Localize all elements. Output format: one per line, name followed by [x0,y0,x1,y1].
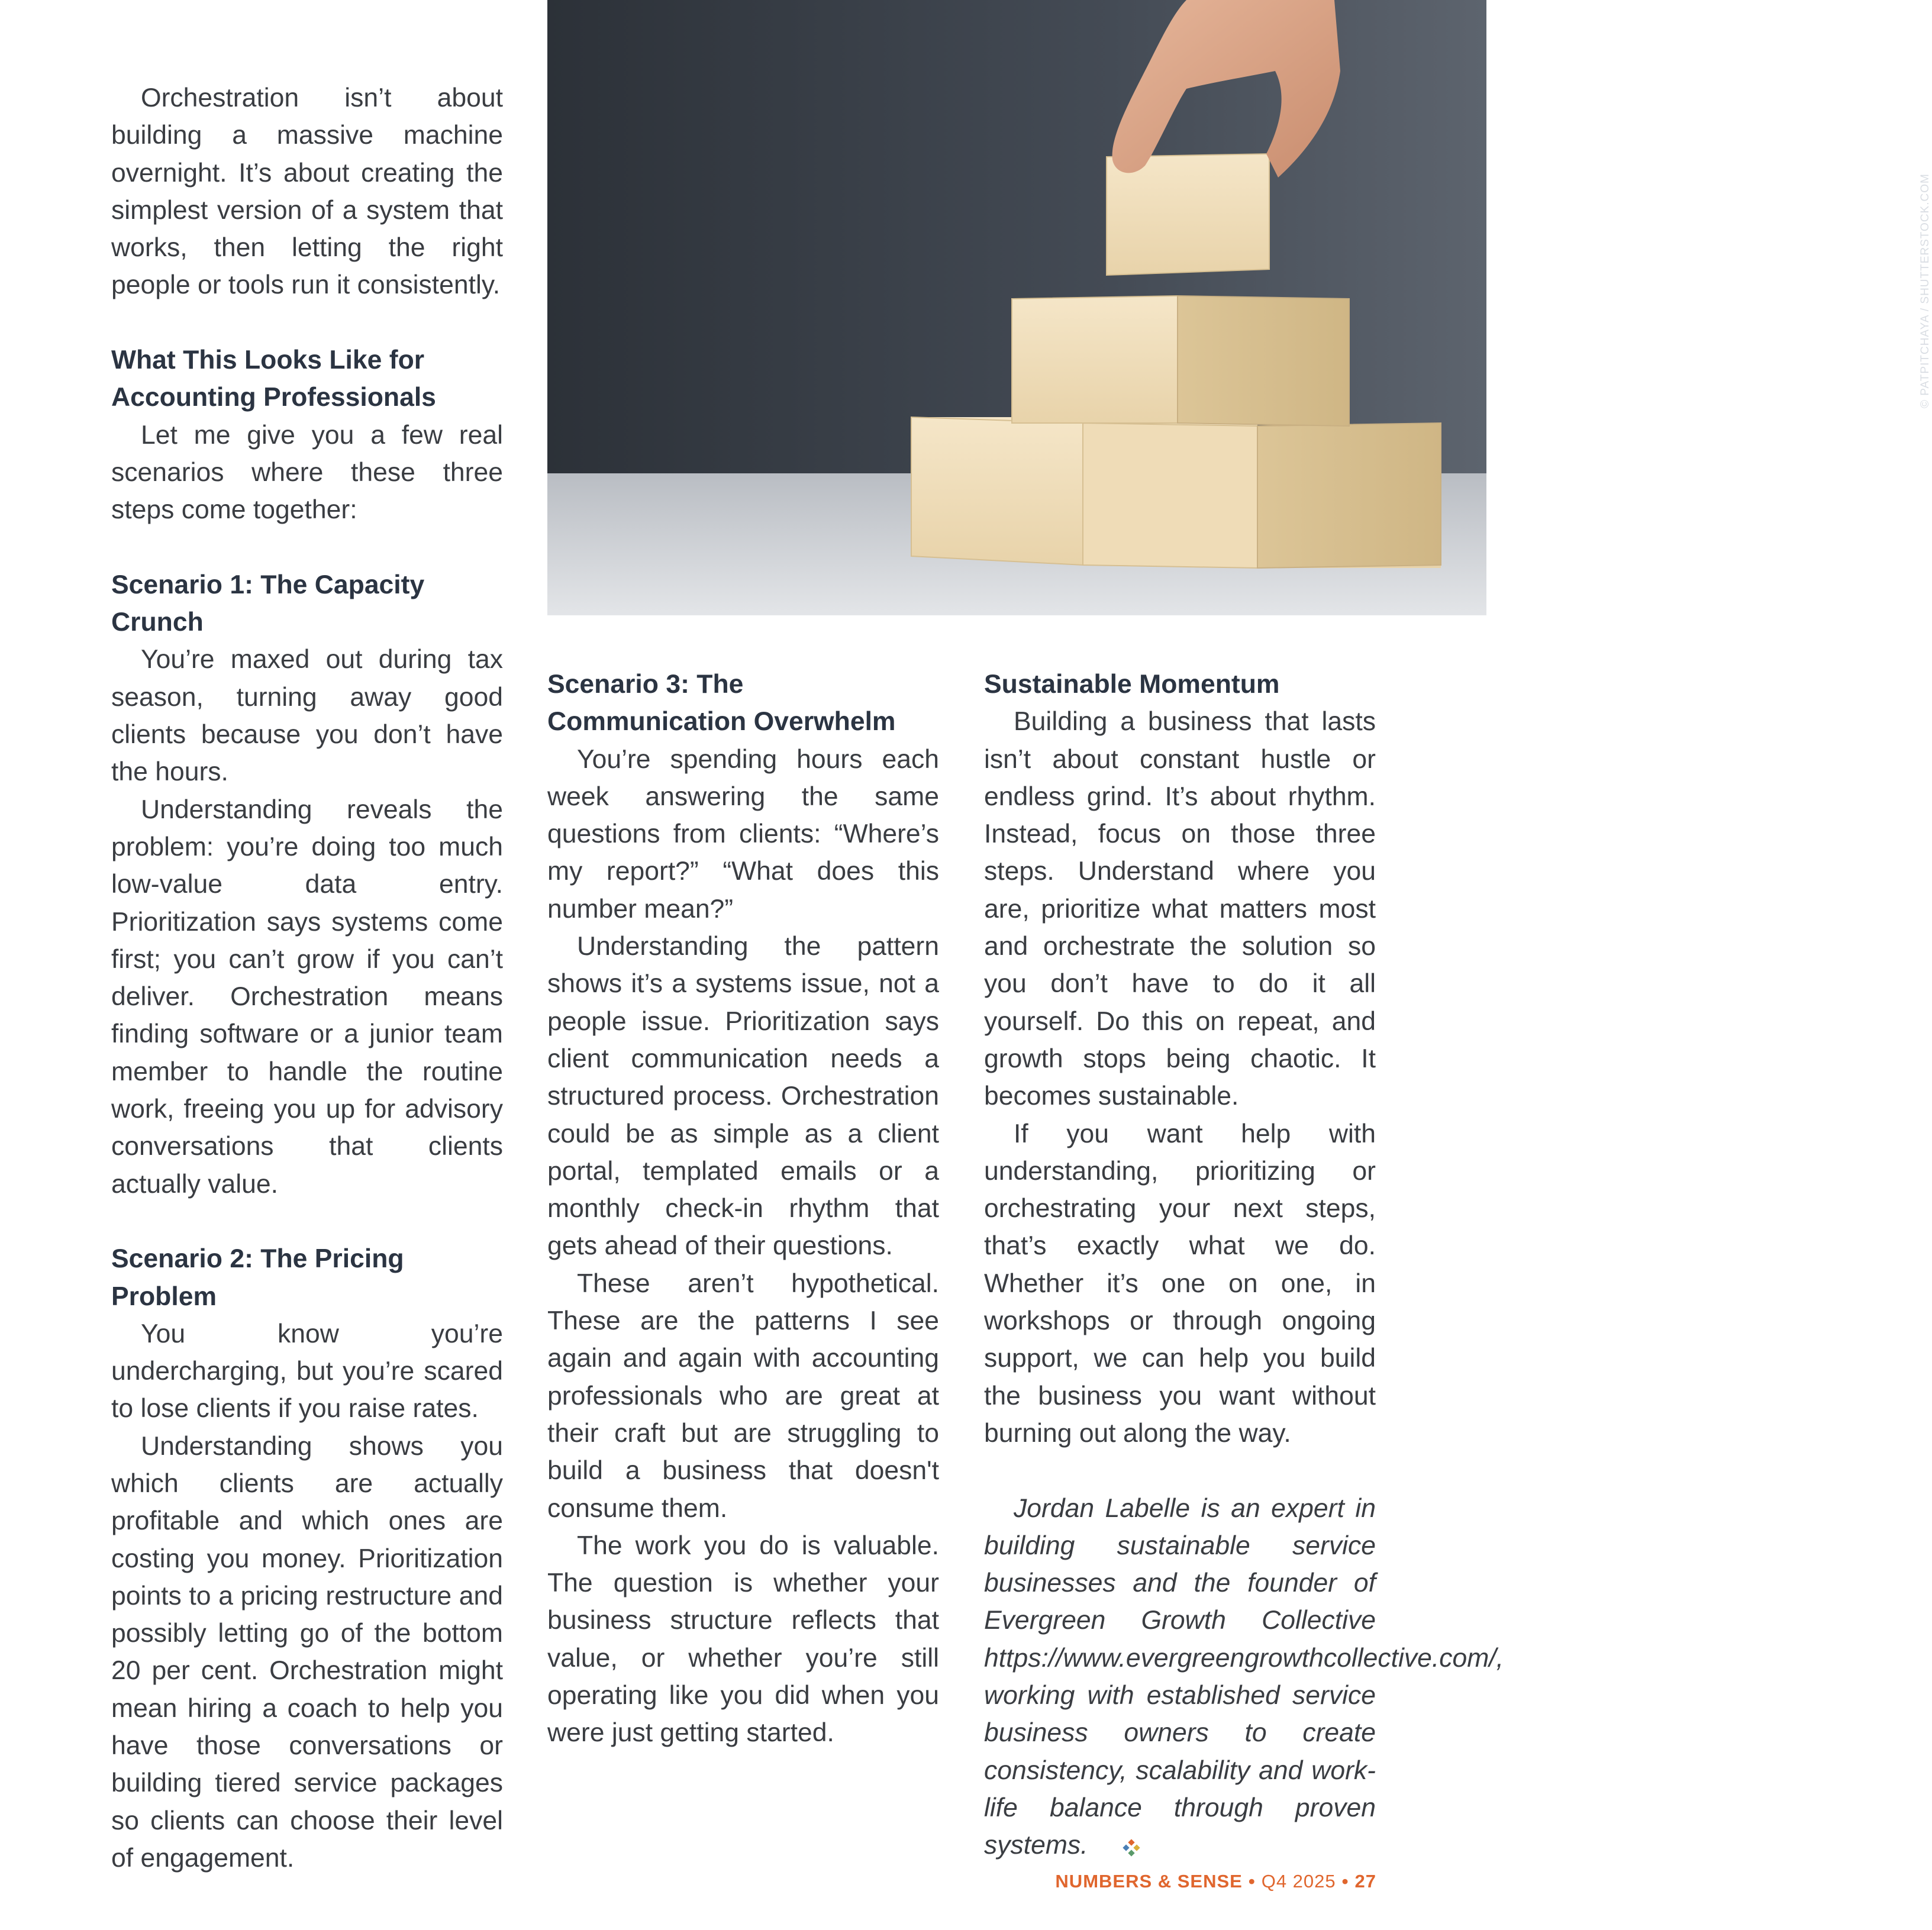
scenario-3-paragraph-1: You’re spending hours each week answering the same questions from clients: “Where’s my report?” “What does this number mean?” [547,744,939,924]
sustainable-momentum-heading: Sustainable Momentum [984,670,1280,699]
momentum-paragraph-2: If you want help with understanding, prioritizing or orchestrating your next steps, that’s exactly what we do. Whether it’s one on one, in workshops or through ongoing support, we can help you build the business you want without burning out along the way. [984,1119,1376,1448]
page-footer [1055,1871,1376,1892]
momentum-paragraph-1: Building a business that lasts isn’t about constant hustle or endless grind. It’s about rhythm. Instead, focus on those three steps. Understand where you are, prioritize what matters most and orchestrate the solution so you don’t have to do it all yourself. Do this on repeat, and growth stops being chaotic. It becomes sustainable. [984,707,1376,1111]
closing-paragraph-2: The work you do is valuable. The question is whether your business structure reflects that value, or whether you’re still operating like you did when you were just getting started. [547,1531,939,1748]
intro-paragraph: Orchestration isn’t about building a massive machine overnight. It’s about creating the simplest version of a system that works, then letting the right people or tools run it consistently. [111,83,503,300]
column-1 [111,79,503,1877]
scenario-1-heading: Scenario 1: The Capacity Crunch [111,570,425,637]
issue-label: Q4 2025 [1261,1871,1336,1892]
scenario-2-paragraph-1: You know you’re undercharging, but you’re scared to lose clients if you raise rates. [111,1319,503,1424]
page-number: 27 [1354,1871,1376,1892]
scenario-3-paragraph-2: Understanding the pattern shows it’s a systems issue, not a people issue. Prioritization says client communication needs a structured process. Orchestration could be as simple as a client portal, templated emails or a monthly check-in rhythm that gets ahead of their questions. [547,932,939,1261]
scenario-1-paragraph-2: Understanding reveals the problem: you’re doing too much low-value data entry. Prioritization says systems come first; you can’t grow if you can’t deliver. Orchestration means finding software or a junior team member to handle the routine work, freeing you up for advisory conversations that clients actually value. [111,795,503,1199]
magazine-name: NUMBERS & SENSE [1055,1871,1243,1892]
author-bio-text: Jordan Labelle is an expert in building sustainable service businesses and the founder of Evergreen Growth Collective https://www.evergreengrowthcollective.com/, working with established service business owners to create consistency, scalability and work-life balance through proven systems. [984,1493,1504,1860]
section-heading: What This Looks Like for Accounting Professionals [111,346,436,412]
end-mark-icon [1094,1828,1139,1866]
scenario-3-heading: Scenario 3: The Communication Overwhelm [547,670,896,737]
footer-separator: • [1341,1871,1349,1892]
author-bio [984,1490,1504,1866]
closing-paragraph-1: These aren’t hypothetical. These are the patterns I see again and again with accounting professionals who are great at their craft but are struggling to build a business that doesn't consume them. [547,1269,939,1523]
scenario-1-paragraph-1: You’re maxed out during tax season, turning away good clients because you don’t have the hours. [111,645,503,787]
wooden-blocks-photo [547,0,1931,615]
scenario-2-paragraph-2: Understanding shows you which clients are actually profitable and which ones are costing you money. Prioritization points to a pricing restructure and possibly letting go of the bottom 20 per cent. Orchestration might mean hiring a coach to help you have those conversations or building tiered service packages so clients can choose their level of engagement. [111,1431,503,1873]
section-intro: Let me give you a few real scenarios where these three steps come together: [111,420,503,525]
hand-placing-wooden-block-icon [547,0,1486,615]
photo-credit: © PATPITCHAYA / SHUTTERSTOCK.COM [1919,173,1931,408]
column-2 [547,666,939,1752]
footer-separator: • [1248,1871,1256,1892]
column-3 [984,666,1504,1866]
scenario-2-heading: Scenario 2: The Pricing Problem [111,1244,404,1311]
